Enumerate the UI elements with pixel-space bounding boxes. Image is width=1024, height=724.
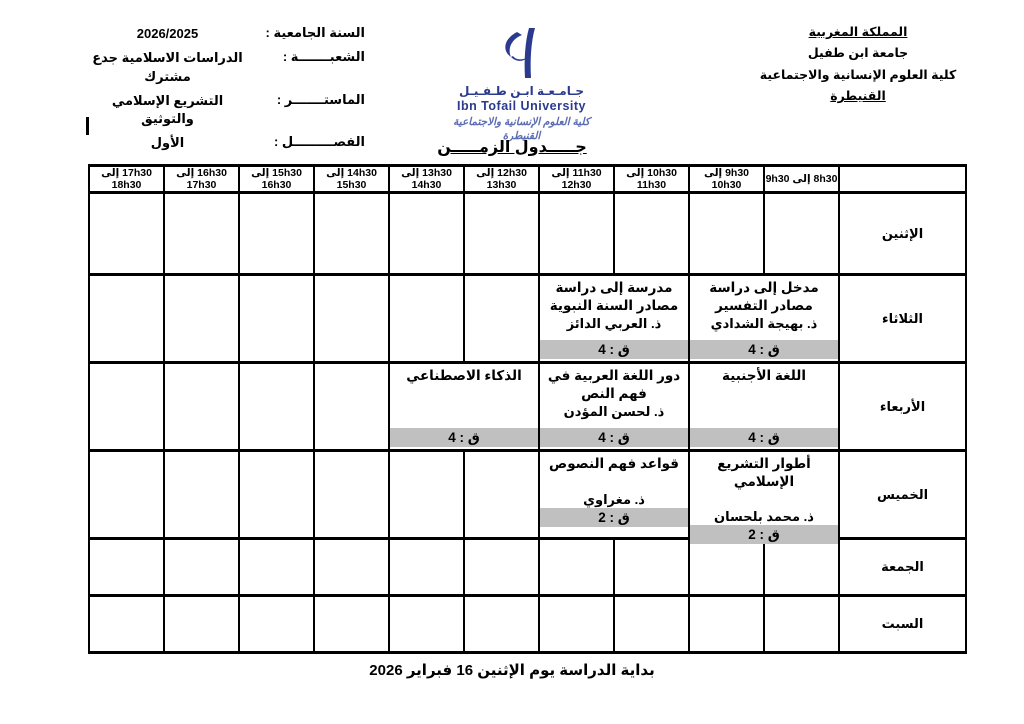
empty-slot (389, 451, 464, 539)
semester-label: الفصـــــــــل : (273, 134, 365, 150)
course-cell-islamic-legislation-phases (689, 451, 839, 543)
kingdom-header-block (748, 22, 968, 107)
course-teacher: ذ. بهيجة الشدادي (710, 316, 818, 332)
start-date-note: بداية الدراسة يوم الإثنين 16 فبراير 2026 (369, 662, 655, 679)
row-friday (89, 539, 966, 596)
empty-slot (614, 193, 689, 275)
course-title: اللغة الأجنبية (722, 368, 806, 383)
row-tuesday (89, 275, 966, 363)
course-room-badge: ق : 4 (690, 428, 838, 447)
empty-slot (464, 275, 539, 363)
empty-slot (389, 596, 464, 653)
course-room-badge: ق : 4 (390, 428, 538, 447)
master-label: الماستـــــــر : (276, 91, 365, 107)
empty-slot (164, 275, 239, 363)
course-title: الذكاء الاصطناعي (406, 368, 522, 383)
empty-slot (164, 596, 239, 653)
empty-slot (314, 363, 389, 451)
empty-slot (689, 539, 764, 596)
empty-slot (239, 363, 314, 451)
empty-slot (89, 596, 164, 653)
course-cell-artificial-intelligence (389, 363, 539, 451)
time-slot-header: 11h30 إلى 12h30 (539, 166, 614, 193)
course-teacher: ذ. محمد بلحسان (714, 509, 814, 525)
empty-slot (764, 193, 839, 275)
semester-value: الأول (150, 135, 185, 151)
page-title: جـــــدول الزمـــــن (437, 139, 587, 156)
empty-slot (614, 539, 689, 596)
time-header-row (89, 166, 966, 193)
empty-slot (314, 193, 389, 275)
university-logo-emblem (489, 26, 555, 82)
empty-slot (389, 539, 464, 596)
course-title: قواعد فهم النصوص (549, 456, 679, 471)
course-title: مدرسة إلى دراسة مصادر السنة النبوية (549, 280, 679, 313)
empty-slot (89, 363, 164, 451)
admin-row-master (90, 91, 365, 134)
course-cell-sunnah-sources (539, 275, 689, 363)
empty-slot (464, 451, 539, 539)
row-wednesday (89, 363, 966, 451)
time-slot-header: 13h30 إلى 14h30 (389, 166, 464, 193)
scan-stray-mark (86, 117, 89, 135)
course-cell-arabic-language-role (539, 363, 689, 451)
empty-slot (314, 275, 389, 363)
empty-slot (239, 275, 314, 363)
empty-slot (389, 193, 464, 275)
empty-slot (239, 596, 314, 653)
time-slot-header: 17h30 إلى 18h30 (89, 166, 164, 193)
time-slot-header: 14h30 إلى 15h30 (314, 166, 389, 193)
logo-university-name-arabic: جـامـعـة ابـن طـفـيـل (459, 84, 584, 98)
empty-slot (314, 451, 389, 539)
time-slot-header: 15h30 إلى 16h30 (239, 166, 314, 193)
course-title: دور اللغة العربية في فهم النص (547, 368, 681, 401)
row-thursday (89, 451, 966, 539)
master-value: التشريع الإسلامي والتوثيق (111, 92, 224, 127)
course-title: مدخل إلى دراسة مصادر التفسير (709, 280, 819, 313)
university-logo (424, 26, 619, 143)
day-header-thursday: الخميس (839, 451, 966, 539)
empty-slot (239, 451, 314, 539)
empty-slot (689, 596, 764, 653)
day-column-header (839, 166, 966, 193)
empty-slot (164, 363, 239, 451)
empty-slot (314, 596, 389, 653)
course-room-badge: ق : 4 (540, 340, 688, 359)
university-line: جامعة ابن طفيل (807, 46, 909, 61)
empty-slot (164, 451, 239, 539)
day-header-tuesday: الثلاثاء (839, 275, 966, 363)
course-room-badge: ق : 4 (690, 340, 838, 359)
empty-slot (89, 451, 164, 539)
time-slot-header: 10h30 إلى 11h30 (614, 166, 689, 193)
branch-value: الدراسات الاسلامية جدع مشترك (92, 49, 243, 84)
timetable (88, 164, 967, 654)
course-cell-foreign-language (689, 363, 839, 451)
empty-slot (764, 539, 839, 596)
empty-slot (464, 596, 539, 653)
logo-university-name-english: Ibn Tofail University (456, 99, 587, 113)
time-slot-header: 8h30 إلى 9h30 (764, 166, 839, 193)
admin-row-branch (90, 48, 365, 91)
empty-slot (389, 275, 464, 363)
course-teacher: ذ. العربي الدائز (566, 316, 662, 332)
empty-slot (239, 539, 314, 596)
course-room-badge: ق : 4 (540, 428, 688, 447)
empty-slot (614, 596, 689, 653)
logo-faculty-script: كلية العلوم الإنسانية والاجتماعية (453, 115, 590, 128)
time-slot-header: 9h30 إلى 10h30 (689, 166, 764, 193)
empty-slot (539, 596, 614, 653)
faculty-line: كلية العلوم الإنسانية والاجتماعية (759, 67, 957, 82)
academic-year-label: السنة الجامعية : (265, 25, 365, 40)
academic-year-value: 2026/2025 (136, 26, 199, 41)
city-line: القنيطرة (830, 88, 886, 103)
day-header-saturday: السبت (839, 596, 966, 653)
row-monday (89, 193, 966, 275)
course-room-badge: ق : 2 (690, 525, 838, 544)
course-title: أطوار التشريع الإسلامي (717, 456, 811, 489)
empty-slot (539, 539, 614, 596)
course-cell-tafsir-sources (689, 275, 839, 363)
course-cell-text-comprehension-rules (539, 451, 689, 539)
course-teacher: ذ. مغراوي (583, 491, 645, 507)
admin-row-year (90, 24, 365, 48)
empty-slot (314, 539, 389, 596)
empty-slot (89, 539, 164, 596)
course-room-badge: ق : 2 (540, 508, 688, 527)
course-teacher: ذ. لحسن المؤدن (563, 404, 665, 420)
time-slot-header: 12h30 إلى 13h30 (464, 166, 539, 193)
empty-slot (239, 193, 314, 275)
empty-slot (164, 193, 239, 275)
kingdom-line: المملكة المغربية (808, 25, 908, 39)
day-header-friday: الجمعة (839, 539, 966, 596)
time-slot-header: 16h30 إلى 17h30 (164, 166, 239, 193)
empty-slot (464, 539, 539, 596)
branch-label: الشعبـــــــة : (282, 48, 365, 64)
row-saturday (89, 596, 966, 653)
empty-slot (539, 193, 614, 275)
day-header-monday: الإثنين (839, 193, 966, 275)
logo-city-script: القنيطرة (502, 129, 541, 142)
empty-slot (164, 539, 239, 596)
empty-slot (689, 193, 764, 275)
empty-slot (464, 193, 539, 275)
empty-slot (89, 275, 164, 363)
day-header-wednesday: الأربعاء (839, 363, 966, 451)
empty-slot (764, 596, 839, 653)
empty-slot (89, 193, 164, 275)
